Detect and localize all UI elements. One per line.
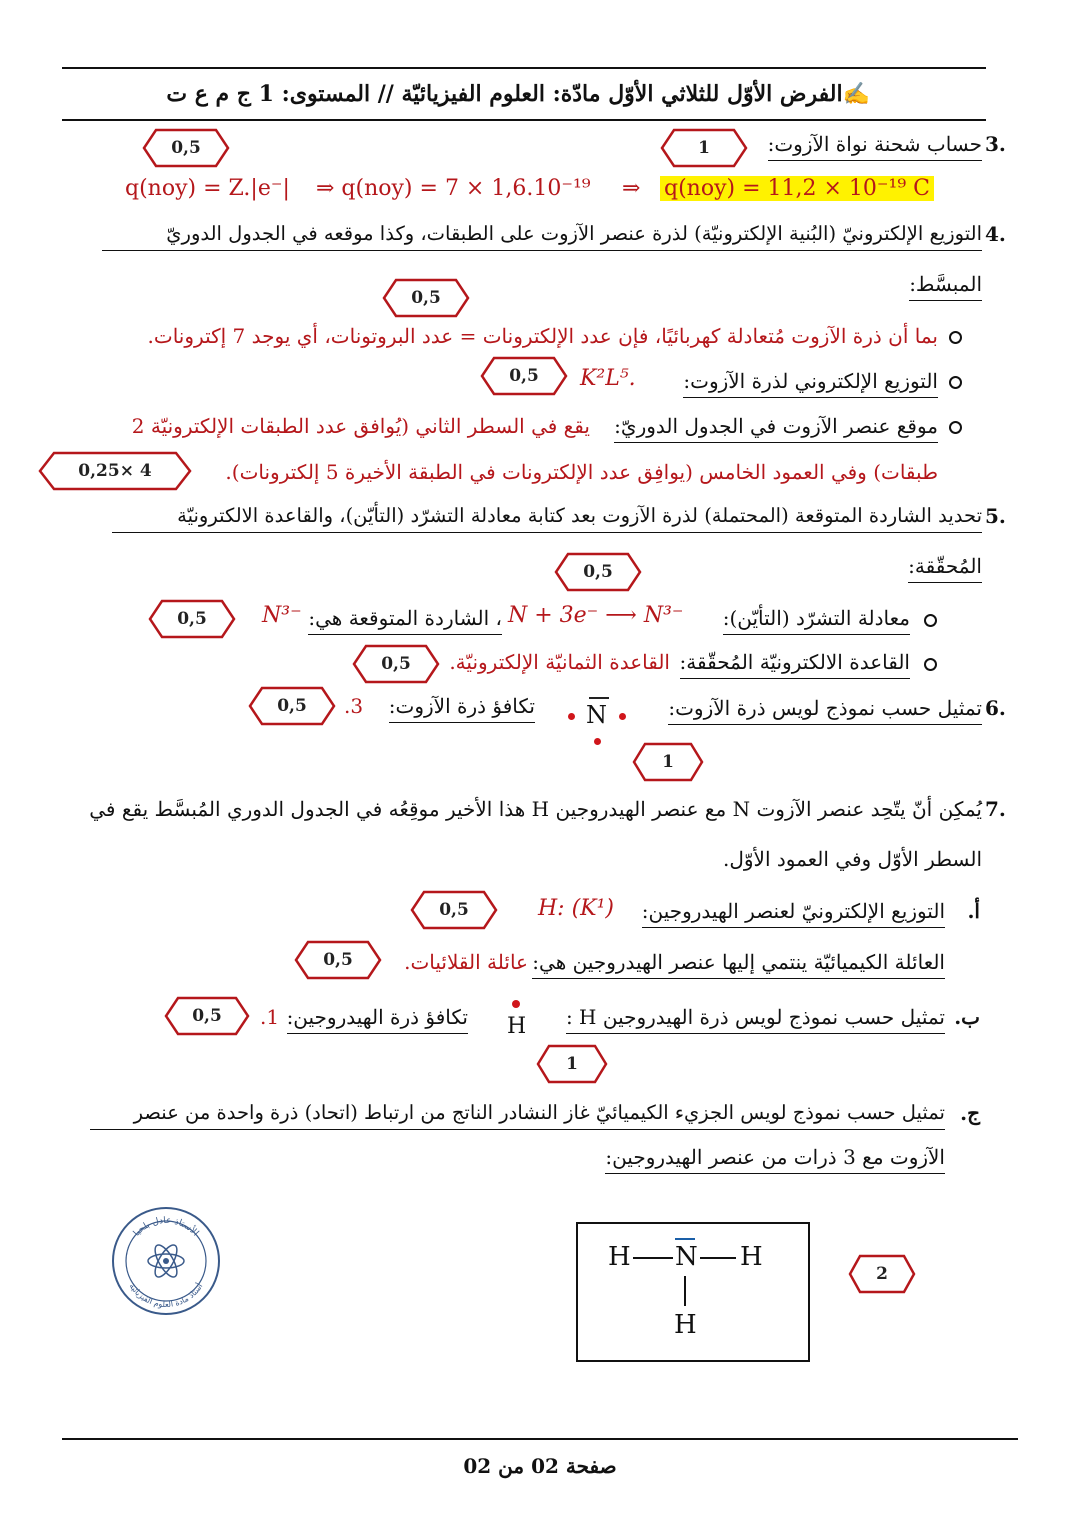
q3-formula-2: ⇒ q(noy) = 7 × 1,6.10⁻¹⁹: [316, 176, 591, 201]
q7b-marker: ب.: [954, 1005, 980, 1029]
bond-right: [700, 1257, 736, 1259]
svg-text:الأستاذ عادل بلحيا: [132, 1216, 200, 1239]
q5-bullet1-eq: N + 3e⁻ ⟶ N³⁻: [508, 603, 684, 628]
q3-formula-result: q(noy) = 11,2 × 10⁻¹⁹ C: [660, 176, 934, 201]
q4-text-line1: التوزيع الإلكترونيّ (البُنية الإلكترونيّة) لذرة عنصر الآزوت على الطبقات، وكذا موقعه في الجدول الدوريّ: [102, 220, 982, 251]
q4-bullet1: بما أن ذرة الآزوت مُتعادلة كهربائيًا، فإن عدد الإلكترونات = عدد البروتونات، أي يوجد 7 إكترونات.: [147, 324, 938, 348]
bullet-circle: [949, 331, 962, 344]
q7a-score: 0,5: [410, 890, 498, 930]
q5-score-top: 0,5: [554, 552, 642, 592]
q4-bullet2-label: التوزيع الإلكتروني لذرة الآزوت:: [683, 367, 938, 398]
lone-pair-bar: [589, 697, 609, 699]
electron-dot: [568, 713, 575, 720]
header-bottom-rule: [62, 119, 986, 121]
q7-text-line2: السطر الأوّل وفي العمود الأوّل.: [722, 847, 982, 871]
q4-bullet2-value: K²L⁵.: [580, 366, 636, 391]
bullet-circle: [924, 614, 937, 627]
lewis-n-atom: [564, 693, 634, 753]
q7a2-score: 0,5: [294, 940, 382, 980]
bullet-circle: [949, 376, 962, 389]
page-number: صفحة 02 من 02: [463, 1454, 617, 1478]
q6-valence-label: تكافؤ ذرة الآزوت:: [389, 692, 535, 723]
bullet-circle: [949, 421, 962, 434]
q7a-value: H: (K¹): [538, 896, 615, 921]
q4-text-line2: المبسَّط:: [909, 270, 982, 301]
teacher-stamp: [110, 1205, 222, 1317]
atom-symbol: H: [507, 1014, 527, 1039]
q7a2-label: العائلة الكيميائيّة ينتمي إليها عنصر الهيدروجين هي:: [532, 948, 945, 979]
stamp-bottom-text: أستاذ مادة العلوم الفيزيائية: [127, 1281, 205, 1310]
h-atom-left: H: [608, 1242, 631, 1272]
q7c-line2: الآزوت مع 3 ذرات من عنصر الهيدروجين:: [605, 1143, 945, 1174]
bullet-circle: [924, 658, 937, 671]
q4-bullet3-score: 0,25× 4: [38, 451, 192, 491]
page-title: ✍الفرض الأوّل للثلاثي الأوّل مادّة: العلوم الفيزيائيّة // المستوى: 1 ج م ع ت: [166, 81, 870, 107]
q7b-valence-label: تكافؤ ذرة الهيدروجين:: [287, 1003, 468, 1034]
q7b-valence-value: 1.: [260, 1005, 280, 1029]
q6-text: تمثيل حسب نموذج لويس ذرة الآزوت:: [668, 694, 982, 725]
q5-number: .5: [985, 504, 1006, 528]
q7c-marker: ج.: [960, 1101, 980, 1125]
q7b-score-left: 0,5: [164, 996, 250, 1036]
q6-valence-value: 3.: [344, 694, 364, 718]
header-top-rule: [62, 67, 986, 69]
electron-dot: [594, 738, 601, 745]
footer-rule: [62, 1438, 1018, 1440]
q5-text-line2: المُحقّقة:: [908, 552, 982, 583]
q3-score-right: 1: [660, 128, 748, 168]
atom-symbol: N: [586, 701, 607, 729]
q7a2-value: عائلة القلائيات.: [404, 950, 528, 974]
q7-text-line1: يُمكِن أنّ يتّحِد عنصر الآزوت N مع عنصر الهيدروجين H هذا الأخير موقِعُه في الجدول الدوري المُبسَّط يقع في: [89, 797, 982, 821]
q5-bullet1-ion-label: ، الشاردة المتوقعة هي:: [308, 604, 502, 635]
n-atom-center: N: [675, 1242, 698, 1272]
q4-bullet3-label: موقع عنصر الآزوت في الجدول الدوريّ:: [614, 412, 938, 443]
q3-number: .3: [985, 132, 1006, 156]
q7c-line1: تمثيل حسب نموذج لويس الجزيء الكيميائيّ غاز النشادر الناتج من ارتباط (اتحاد) ذرة واحدة من عنصر: [90, 1099, 945, 1130]
q5-bullet1-label: معادلة التشرّد (التأيّن):: [723, 604, 910, 635]
q4-bullet2-score: 0,5: [480, 356, 568, 396]
h-atom-bottom: H: [674, 1310, 697, 1340]
q5-bullet2-score: 0,5: [352, 644, 440, 684]
q7-number: .7: [985, 797, 1006, 821]
q6-score-below: 1: [632, 742, 704, 782]
electron-dot: [619, 713, 626, 720]
h-atom-right: H: [740, 1242, 763, 1272]
lewis-h-atom: [500, 998, 534, 1044]
q5-bullet1-score: 0,5: [148, 599, 236, 639]
q5-text-line1: تحديد الشاردة المتوقعة (المحتملة) لذرة الآزوت بعد كتابة معادلة التشرّد (التأيّن)، والقاعدة الالكترونيّة: [112, 502, 982, 533]
q4-number: .4: [985, 222, 1006, 246]
q5-bullet2-label: القاعدة الالكترونيّة المُحقّقة:: [680, 648, 910, 679]
q3-formula-3: ⇒: [622, 176, 641, 201]
nh3-lewis-box: [576, 1222, 810, 1362]
q5-bullet1-ion: N³⁻: [262, 603, 302, 628]
lone-pair-bar: [675, 1238, 695, 1240]
q7a-label: التوزيع الإلكترونيّ لعنصر الهيدروجين:: [642, 897, 945, 928]
svg-text:أستاذ مادة العلوم الفيزيائية: [128, 1281, 205, 1309]
q7a-marker: أ.: [967, 899, 980, 923]
q3-text: حساب شحنة نواة الآزوت:: [768, 130, 982, 161]
electron-dot: [512, 1000, 520, 1008]
q4-score-top: 0,5: [382, 278, 470, 318]
bond-left: [633, 1257, 673, 1259]
stamp-top-text: الأستاذ عادل بلحيا: [131, 1215, 201, 1239]
q7b-label: تمثيل حسب نموذج لويس ذرة الهيدروجين H :: [566, 1003, 945, 1034]
q5-bullet2-value: القاعدة الثمانيّة الإلكترونيّة.: [449, 650, 670, 674]
q7b-score-below: 1: [536, 1044, 608, 1084]
q3-score-left: 0,5: [142, 128, 230, 168]
q4-bullet3-line2: طبقات) وفي العمود الخامس (يوافِق عدد الإلكترونات في الطبقة الأخيرة 5 إلكترونات).: [225, 460, 938, 484]
q6-number: .6: [985, 696, 1006, 720]
bond-bottom: [684, 1276, 686, 1306]
q6-score-left: 0,5: [248, 686, 336, 726]
q3-formula-1: q(noy) = Z.|e⁻|: [125, 176, 290, 201]
q4-bullet3-line1: يقع في السطر الثاني (يُوافق عدد الطبقات الإلكترونيّة 2: [131, 414, 590, 438]
q7c-score: 2: [848, 1254, 916, 1294]
